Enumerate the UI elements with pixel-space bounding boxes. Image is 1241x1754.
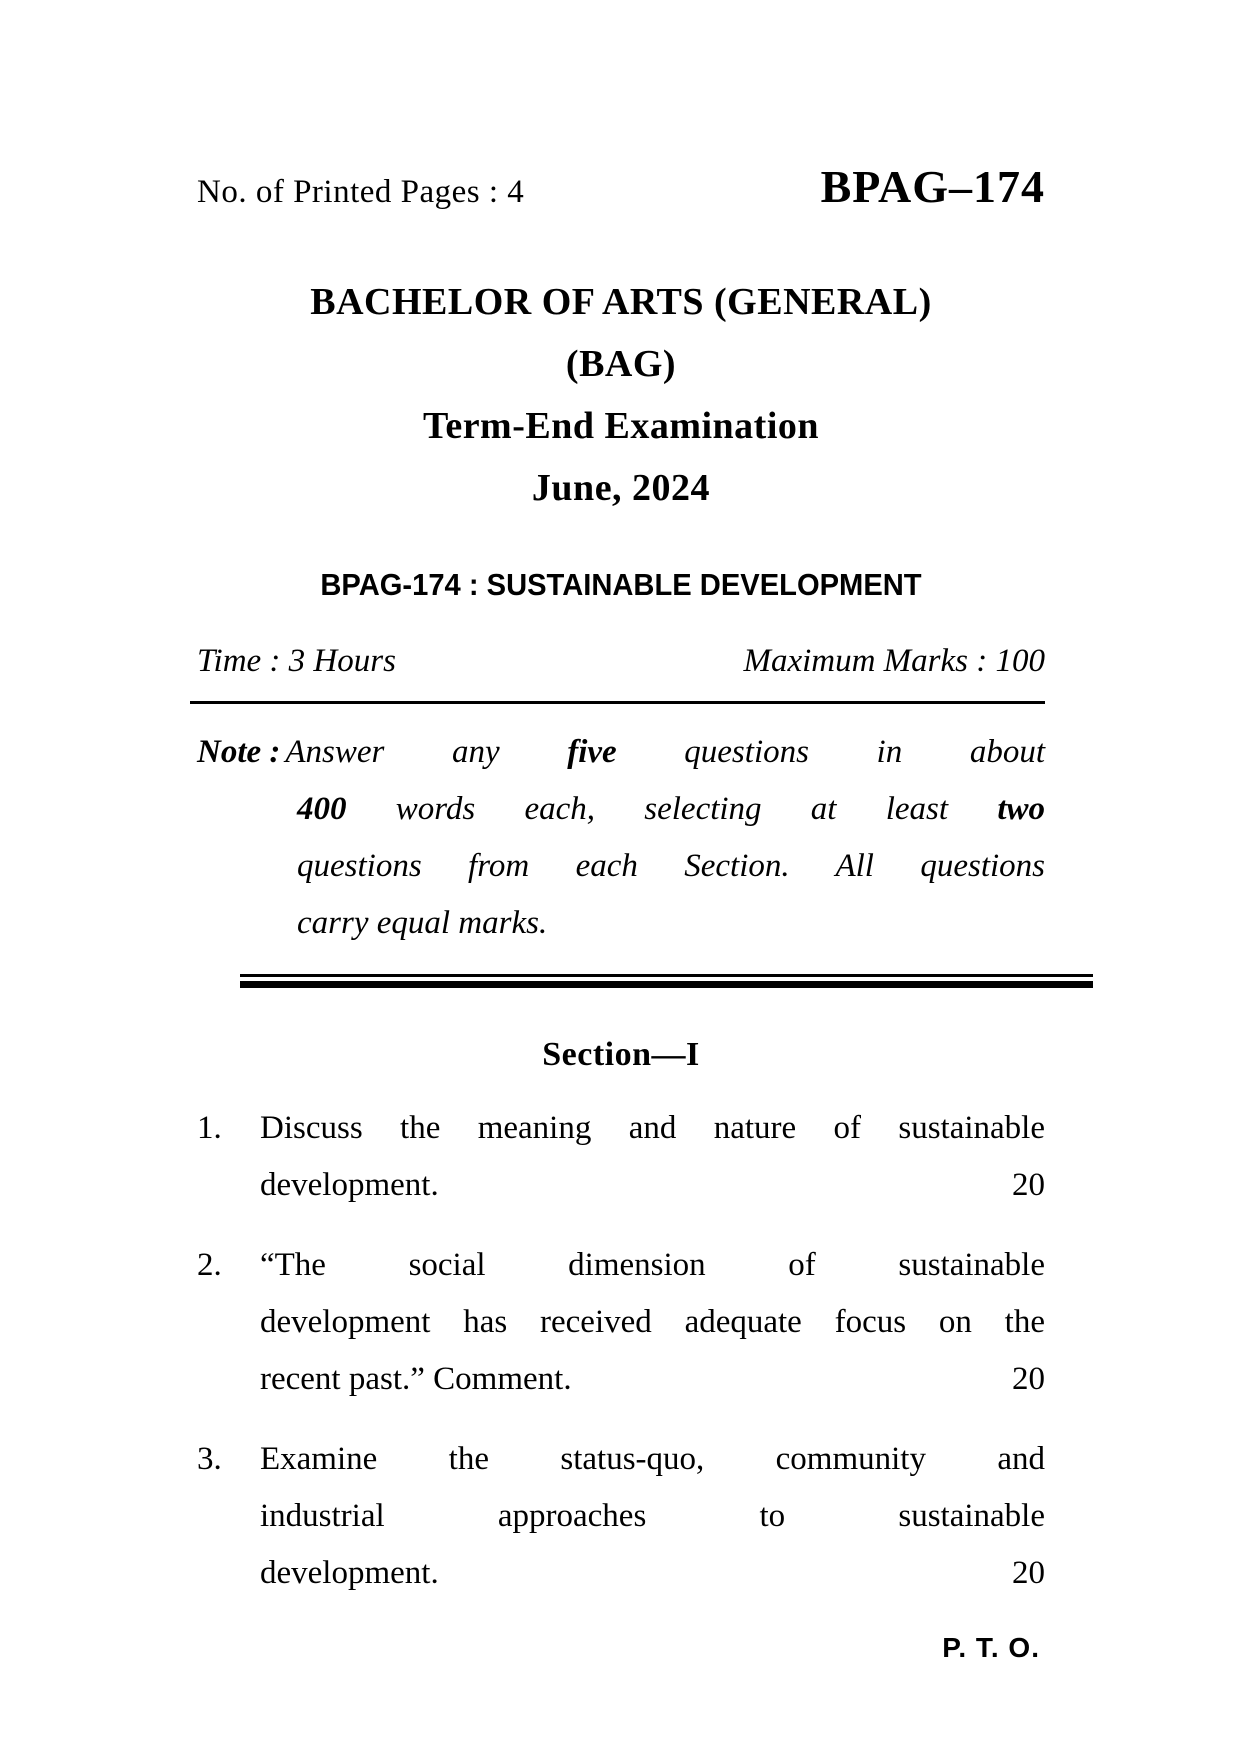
question-text: development. bbox=[260, 1167, 439, 1203]
question-body bbox=[260, 1237, 1045, 1408]
question-marks: 20 bbox=[1012, 1555, 1045, 1591]
question-last-line bbox=[260, 1351, 1045, 1408]
title-line: (BAG) bbox=[565, 343, 677, 385]
title-line: Term-End Examination bbox=[422, 405, 820, 447]
printed-pages-label: No. of Printed Pages : 4 bbox=[197, 174, 525, 210]
question-text: development. bbox=[260, 1555, 439, 1591]
note-label: Note : bbox=[197, 734, 281, 770]
question-number: 2. bbox=[197, 1247, 222, 1283]
question-item bbox=[197, 1237, 1045, 1408]
question-item bbox=[197, 1100, 1045, 1214]
question-line: development has received adequate focus on the bbox=[260, 1304, 1045, 1340]
note-segment: Answer any bbox=[285, 734, 568, 770]
question-last-line bbox=[260, 1545, 1045, 1602]
title-line: BACHELOR OF ARTS (GENERAL) bbox=[310, 281, 932, 323]
question-marks: 20 bbox=[1012, 1361, 1045, 1397]
question-line: Discuss the meaning and nature of sustainable bbox=[260, 1110, 1045, 1146]
question-body bbox=[260, 1100, 1045, 1214]
title-line: June, 2024 bbox=[531, 467, 711, 509]
double-rule bbox=[240, 974, 1093, 988]
question-last-line bbox=[260, 1157, 1045, 1214]
note-line bbox=[197, 724, 1045, 781]
question-text: recent past.” Comment. bbox=[260, 1361, 572, 1397]
pto-footer: P. T. O. bbox=[942, 1632, 1040, 1663]
note-segment: carry equal marks. bbox=[297, 905, 548, 941]
note-line bbox=[297, 895, 1045, 952]
maximum-marks: Maximum Marks : 100 bbox=[743, 643, 1045, 679]
note-segment: 400 bbox=[297, 791, 347, 827]
note-segment: words each, selecting at least bbox=[346, 791, 998, 827]
horizontal-rule bbox=[190, 701, 1045, 704]
note-block bbox=[197, 724, 1045, 952]
time-allowed: Time : 3 Hours bbox=[197, 643, 396, 679]
subject-heading: BPAG-174 : SUSTAINABLE DEVELOPMENT bbox=[320, 567, 922, 602]
paper-code: BPAG–174 bbox=[820, 161, 1045, 212]
questions-list bbox=[197, 1100, 1045, 1602]
section-heading: Section—I bbox=[542, 1036, 700, 1073]
question-item bbox=[197, 1431, 1045, 1602]
note-line bbox=[297, 838, 1045, 895]
meta-row bbox=[197, 639, 1045, 683]
question-number: 3. bbox=[197, 1441, 222, 1477]
question-line: Examine the status-quo, community and bbox=[260, 1441, 1045, 1477]
question-number: 1. bbox=[197, 1110, 222, 1146]
question-marks: 20 bbox=[1012, 1167, 1045, 1203]
question-line: “The social dimension of sustainable bbox=[260, 1247, 1045, 1283]
note-segment: questions from each Section. All questions bbox=[297, 848, 1045, 884]
note-segment: questions in about bbox=[616, 734, 1045, 770]
question-body bbox=[260, 1431, 1045, 1602]
note-line bbox=[297, 781, 1045, 838]
note-segment: two bbox=[997, 791, 1045, 827]
note-text bbox=[285, 724, 1045, 781]
page-header bbox=[197, 160, 1045, 213]
title-block bbox=[197, 271, 1045, 519]
question-line: industrial approaches to sustainable bbox=[260, 1498, 1045, 1534]
note-segment: five bbox=[567, 734, 617, 770]
